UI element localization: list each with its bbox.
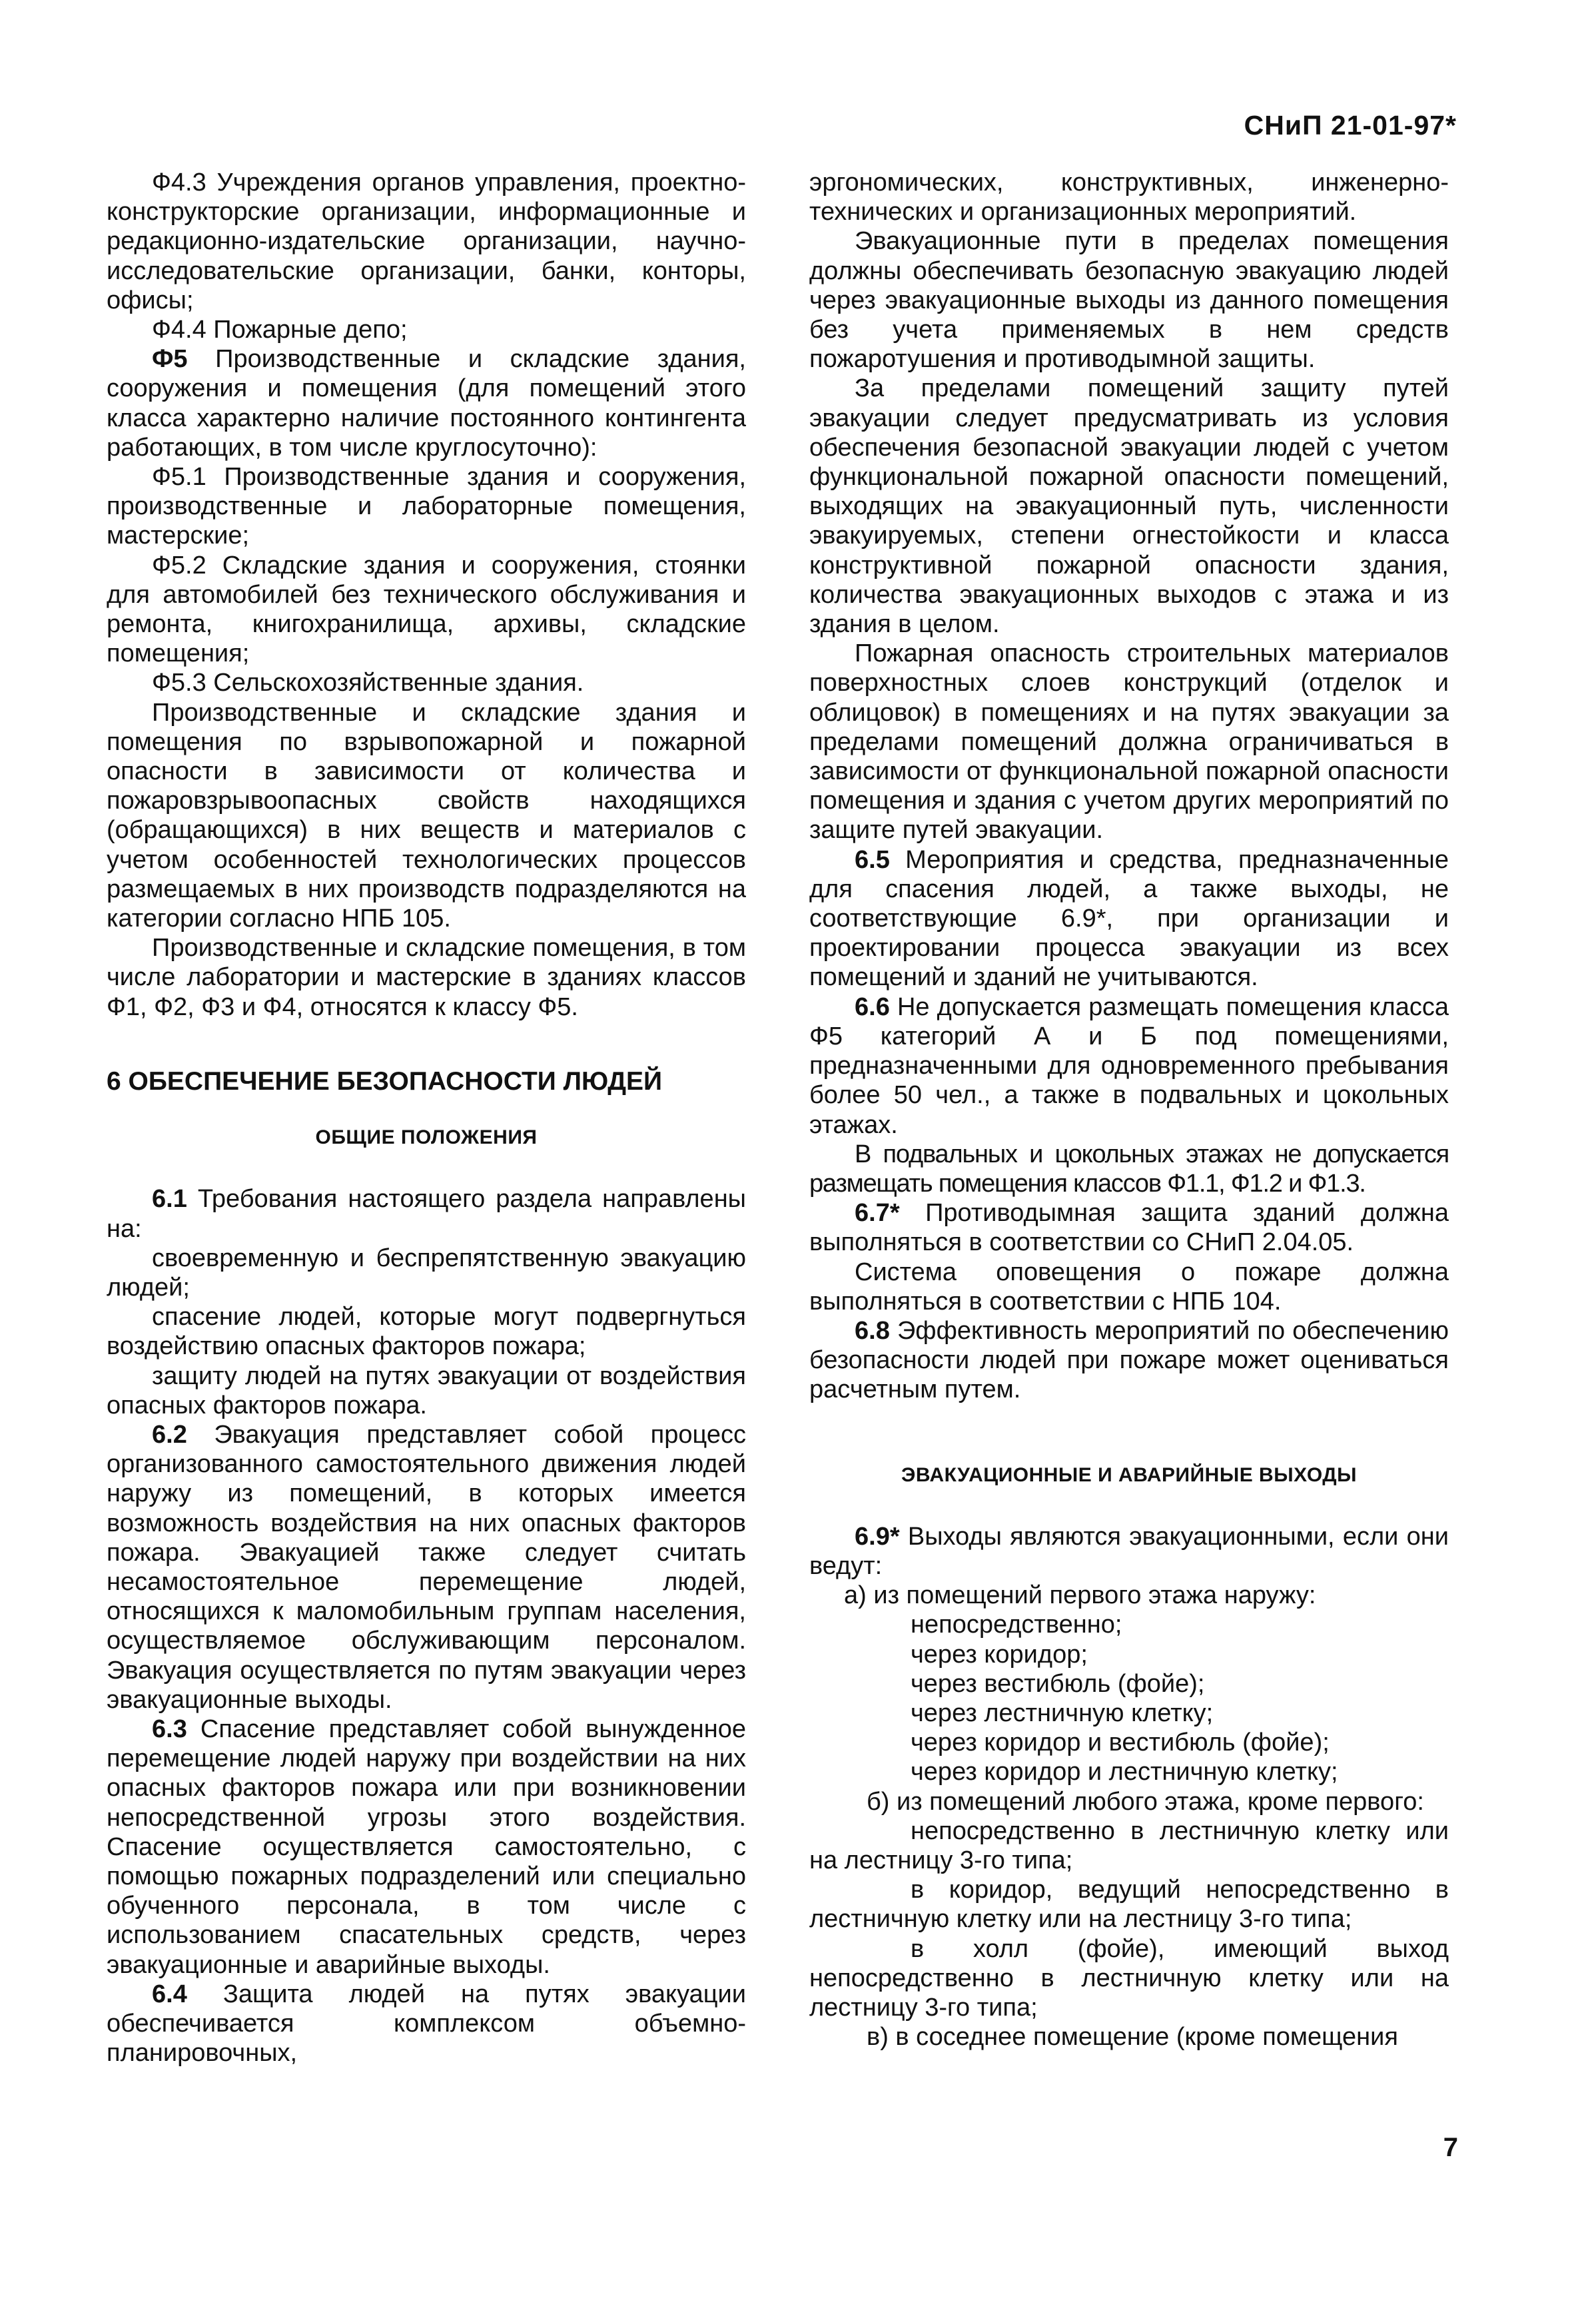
list-item: а) из помещений первого этажа наружу: <box>844 1581 1316 1610</box>
clause-number: 6.7* <box>855 1199 900 1228</box>
paragraph-6-7 <box>809 1198 1449 1257</box>
list-item: защиту людей на путях эвакуации от воздействия опасных факторов пожара. <box>107 1361 746 1419</box>
clause-text: Требования настоящего раздела направлены на: <box>107 1185 746 1243</box>
clause-text: Мероприятия и средства, предназначенные для спасения людей, а также выходы, не соответствующие 6.9*, при организации и проектировании процесса эвакуации из всех помещений и зданий не учитываются. <box>809 845 1449 992</box>
list-item: в) в соседнее помещение (кроме помещения <box>867 2023 1398 2052</box>
paragraph-f5-2: Ф5.2 Складские здания и сооружения, стоянки для автомобилей без технического обслуживания и ремонта, книгохранилища, архивы, складские помещения; <box>107 551 746 668</box>
paragraph-6-6 <box>809 992 1449 1140</box>
list-item: в холл (фойе), имеющий выход непосредственно в лестничную клетку или на лестницу 3-го типа; <box>809 1934 1449 2022</box>
paragraph-f4-4: Ф4.4 Пожарные депо; <box>152 316 408 344</box>
paragraph-6-8 <box>809 1316 1449 1405</box>
clause-number: 6.6 <box>855 992 890 1021</box>
clause-text: Спасение представляет собой вынужденное перемещение людей наружу при воздействии на них опасных факторов пожара или при возникновении непосредственной угрозы этого воздействия. Спасение осуществляется самостоятельно, с помощью пожарных подразделений или специально обученного персонала, в том числе с использованием спасательных средств, через эвакуационные и аварийные выходы. <box>107 1715 746 1979</box>
list-item: непосредственно; <box>911 1611 1122 1639</box>
clause-text: Эвакуация представляет собой процесс организованного самостоятельного движения людей наружу из помещений, в которых имеется возможность воздействия на них опасных факторов пожара. Эвакуацией также следует считать несамостоятельное перемещение людей, относящихся к маломобильным группам населения, осуществляемое обслуживающим персоналом. Эвакуация осуществляется по путям эвакуации через эвакуационные выходы. <box>107 1420 746 1714</box>
clause-number: 6.2 <box>152 1420 187 1449</box>
list-item: через вестибюль (фойе); <box>911 1669 1205 1698</box>
clause-number: 6.1 <box>152 1185 187 1214</box>
paragraph-labs: Производственные и складские помещения, в том числе лаборатории и мастерские в зданиях классов Ф1, Ф2, Ф3 и Ф4, относятся к классу Ф5. <box>107 934 746 1021</box>
clause-text: Производственные и складские здания, сооружения и помещения (для помещений этого класса характерно наличие постоянного контингента работающих, в том числе круглосуточно): <box>107 345 746 462</box>
section-title: 6 ОБЕСПЕЧЕНИЕ БЕЗОПАСНОСТИ ЛЮДЕЙ <box>107 1066 663 1096</box>
paragraph-f5-3: Ф5.3 Сельскохозяйственные здания. <box>152 669 584 697</box>
paragraph-evacuation-paths: Эвакуационные пути в пределах помещения должны обеспечивать безопасную эвакуацию людей через эвакуационные выходы из данного помещения без учета применяемых в нем средств пожаротушения и противодымной защиты. <box>809 227 1449 374</box>
list-item: б) из помещений любого этажа, кроме первого: <box>867 1787 1424 1816</box>
paragraph-materials: Пожарная опасность строительных материалов поверхностных слоев конструкций (отделок и облицовок) в помещениях и на путях эвакуации за пределами помещений должна ограничиваться в зависимости от функциональной пожарной опасности помещения и здания с учетом других мероприятий по защите путей эвакуации. <box>809 639 1449 845</box>
subsection-title: ЭВАКУАЦИОННЫЕ И АВАРИЙНЫЕ ВЫХОДЫ <box>901 1463 1358 1486</box>
paragraph-6-6-b: В подвальных и цокольных этажах не допускается размещать помещения классов Ф1.1, Ф1.2 и Ф1.3. <box>809 1140 1449 1198</box>
clause-number: 6.3 <box>152 1715 187 1743</box>
list-item: через коридор; <box>911 1640 1088 1669</box>
paragraph-6-7-b: Система оповещения о пожаре должна выполняться в соответствии с НПБ 104. <box>809 1258 1449 1316</box>
paragraph-f5 <box>107 344 746 462</box>
page-number: 7 <box>1443 2133 1458 2162</box>
paragraph-f5-1: Ф5.1 Производственные здания и сооружения, производственные и лабораторные помещения, мастерские; <box>107 463 746 550</box>
clause-text: Не допускается размещать помещения класса Ф5 категорий А и Б под помещениями, предназначенными для одновременного пребывания более 50 чел., а также в подвальных и цокольных этажах. <box>809 992 1449 1139</box>
list-item: через коридор и лестничную клетку; <box>911 1758 1338 1786</box>
paragraph-6-9 <box>809 1522 1449 1581</box>
subsection-title: ОБЩИЕ ПОЛОЖЕНИЯ <box>315 1126 538 1149</box>
clause-number: 6.9* <box>855 1522 900 1551</box>
list-item: спасение людей, которые могут подвергнуться воздействию опасных факторов пожара; <box>107 1303 746 1361</box>
clause-number: Ф5 <box>152 345 188 374</box>
left-column <box>107 168 746 2068</box>
list-item: через лестничную клетку; <box>911 1699 1214 1727</box>
paragraph-categories: Производственные и складские здания и помещения по взрывопожарной и пожарной опасности в зависимости от количества и пожаровзрывоопасных свойств находящихся (обращающихся) в них веществ и материалов с учетом особенностей технологических процессов размещаемых в них производств подразделяются на категории согласно НПБ 105. <box>107 698 746 933</box>
paragraph-f4-3: Ф4.3 Учреждения органов управления, проектно-конструкторские организации, информационные и редакционно-издательские организации, научно-исследовательские организации, банки, конторы, офисы; <box>107 169 746 314</box>
list-item: через коридор и вестибюль (фойе); <box>911 1729 1330 1757</box>
clause-number: 6.8 <box>855 1316 890 1345</box>
list-item: своевременную и беспрепятственную эвакуацию людей; <box>107 1244 746 1302</box>
paragraph-6-1 <box>107 1184 746 1243</box>
clause-text: Выходы являются эвакуационными, если они ведут: <box>809 1522 1449 1580</box>
clause-text: Противодымная защита зданий должна выполняться в соответствии со СНиП 2.04.05. <box>809 1199 1449 1257</box>
paragraph-continuation: эргономических, конструктивных, инженерно-технических и организационных мероприятий. <box>809 169 1449 226</box>
paragraph-6-3 <box>107 1715 746 1980</box>
document-code: СНиП 21-01-97* <box>1244 110 1457 141</box>
clause-number: 6.5 <box>855 845 890 874</box>
clause-text: Защита людей на путях эвакуации обеспечивается комплексом объемно-планировочных, <box>107 1980 746 2068</box>
list-item: в коридор, ведущий непосредственно в лестничную клетку или на лестницу 3-го типа; <box>809 1876 1449 1934</box>
paragraph-6-2 <box>107 1420 746 1715</box>
clause-text: Эффективность мероприятий по обеспечению безопасности людей при пожаре может оцениваться расчетным путем. <box>809 1316 1449 1404</box>
paragraph-6-4 <box>107 1980 746 2068</box>
paragraph-6-5 <box>809 845 1449 992</box>
clause-number: 6.4 <box>152 1980 187 2008</box>
right-column <box>809 168 1449 2052</box>
paragraph-outside-rooms: За пределами помещений защиту путей эвакуации следует предусматривать из условия обеспечения безопасной эвакуации людей с учетом функциональной пожарной опасности помещений, выходящих на эвакуационный путь, численности эвакуируемых, степени огнестойкости и класса конструктивной пожарной опасности здания, количества эвакуационных выходов с этажа и из здания в целом. <box>809 374 1449 639</box>
list-item: непосредственно в лестничную клетку или на лестницу 3-го типа; <box>809 1816 1449 1874</box>
